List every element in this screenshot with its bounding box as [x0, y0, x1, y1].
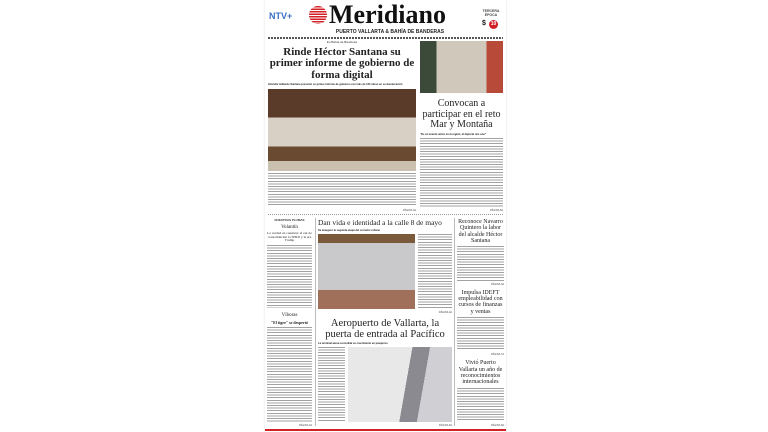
column1-body-text: [267, 245, 312, 308]
lead-credit: PÁGINA 3A: [402, 209, 416, 212]
story2-lede: "Es un evento único en la región, el deporte nos une": [420, 132, 487, 136]
story4-lede: La terminal aérea consolida su crecimiento en pasajeros: [318, 341, 388, 345]
section-divider: [268, 214, 503, 215]
story4-content: [318, 347, 452, 422]
story2-credit: PÁGINA 5A: [489, 209, 503, 212]
column2-title[interactable]: Víboras: [281, 313, 298, 319]
story4-headline[interactable]: Aeropuerto de Vallarta, la puerta de entrada al Pacífico: [325, 317, 445, 340]
masthead-title: Meridiano: [329, 0, 446, 29]
sidebar-item-2-body: [457, 317, 504, 351]
sidebar-item-1-body: [457, 246, 504, 280]
lead-lede: Glorielle Gallardo Santana presentó su primer informe de gobierno con más de 100 obras en su demarcación: [268, 83, 403, 87]
opinion-columns: [267, 219, 312, 427]
sidebar-item-3-credit: PÁGINA 8A: [490, 424, 504, 428]
sidebar: [457, 219, 504, 427]
story3-lede: Se inauguró la segunda etapa del corredor urbano: [318, 228, 381, 232]
columns-section-label: NUESTRAS PLUMAS: [274, 218, 305, 222]
story2-headline[interactable]: Convocan a participar en el reto Mar y Montaña: [422, 98, 501, 130]
story3-credit: PÁGINA 4A: [438, 310, 452, 314]
column-divider: [315, 218, 316, 426]
edition-label: TERCERA ÉPOCA: [482, 9, 500, 18]
story3-photo[interactable]: [318, 234, 415, 309]
story2-body-text: [420, 138, 503, 207]
columns-credit: PÁGINA 2A: [298, 424, 312, 427]
lead-headline[interactable]: Rinde Héctor Santana su primer informe de gobierno de forma digital: [269, 45, 415, 81]
story3-headline[interactable]: Dan vida e identidad a la calle 8 de mayo: [318, 218, 442, 227]
newspaper-front-page: [265, 0, 506, 432]
column2-body-text: [267, 327, 312, 422]
masthead-subtitle: PUERTO VALLARTA & BAHÍA DE BANDERAS: [335, 29, 445, 35]
column1-title[interactable]: Volantín: [281, 224, 298, 230]
story3-content: [318, 234, 452, 309]
story2-photo[interactable]: [420, 41, 503, 93]
sidebar-item-2-credit: PÁGINA 7A: [490, 353, 504, 357]
story4-photo[interactable]: [348, 347, 452, 422]
sidebar-item-3-headline[interactable]: Vivió Puerto Vallarta un año de reconocimientos internacionales: [458, 360, 503, 386]
lead-body-text: [268, 173, 416, 207]
price-symbol: $: [482, 20, 486, 27]
lead-kicker: En Bahía de Banderas: [326, 40, 358, 44]
column2-subtitle: "El tigre" se despertó: [270, 319, 309, 325]
story2: [420, 41, 503, 212]
logo-red-globe-icon: [309, 6, 327, 24]
sidebar-item-2-headline[interactable]: Impulsa IDEFT empleabilidad con cursos de finanzas y ventas: [458, 289, 503, 315]
sidebar-item-1-credit: PÁGINA 3A: [490, 282, 504, 286]
column1-subtitle: La verdad en cuestión: el eur de consolidación la SHCP y la era Trump: [267, 230, 312, 243]
bottom-brand-bar: [265, 429, 506, 431]
sidebar-item-1-headline[interactable]: Reconoce Navarro Quintero la labor del alcalde Héctor Santana: [458, 219, 503, 244]
story3-body-text: [418, 234, 452, 309]
ntv-logo: NTV+: [269, 11, 293, 21]
story4-body-text: [318, 347, 345, 422]
lead-story: [268, 41, 416, 212]
middle-stories: [318, 219, 452, 427]
lead-photo[interactable]: [268, 89, 416, 171]
sidebar-divider: [454, 218, 455, 426]
sidebar-item-3-body: [457, 388, 504, 422]
story4-credit: PÁGINA 6A: [438, 424, 452, 427]
masthead-rule: [268, 37, 503, 39]
price-badge: 10: [490, 21, 497, 27]
